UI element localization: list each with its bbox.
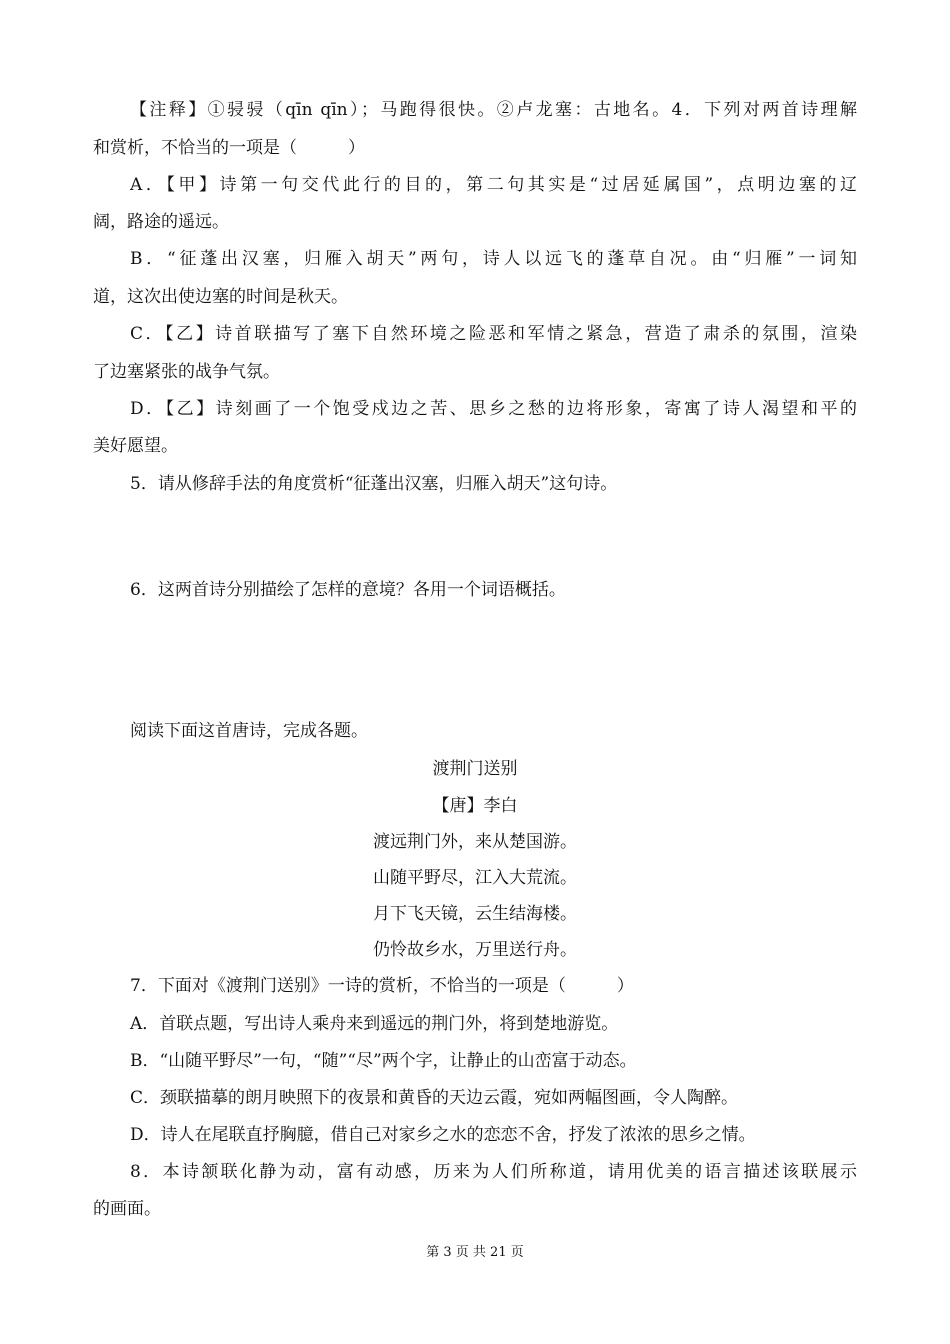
annotation-note-line2: 和赏析，不恰当的一项是（ ） <box>93 138 365 158</box>
page-footer: 第 3 页 共 21 页 <box>426 1245 524 1260</box>
q4-option-b-line1: B．“征蓬出汉塞，归雁入胡天”两句，诗人以远飞的蓬草自况。由“归雁”一词知 <box>130 249 857 269</box>
poem-line: 月下飞天镜，云生结海楼。 <box>373 904 577 924</box>
question-8-line2: 的画面。 <box>93 1199 161 1219</box>
q4-option-c-line2: 了边塞紧张的战争气氛。 <box>93 362 280 382</box>
question-8-line1: 8．本诗颔联化静为动，富有动感，历来为人们所称道，请用优美的语言描述该联展示 <box>130 1162 857 1182</box>
poem-line: 渡远荆门外，来从楚国游。 <box>373 832 577 852</box>
poem-line: 山随平野尽，江入大荒流。 <box>373 868 577 888</box>
q4-option-d-line1: D．【乙】诗刻画了一个饱受戍边之苦、思乡之愁的边将形象，寄寓了诗人渴望和平的 <box>130 399 857 419</box>
reading-intro: 阅读下面这首唐诗，完成各题。 <box>130 721 368 741</box>
q4-option-b-line2: 道，这次出使边塞的时间是秋天。 <box>93 287 348 307</box>
q4-option-a-line2: 阔，路途的遥远。 <box>93 212 229 232</box>
poem-author: 【唐】李白 <box>432 796 518 816</box>
annotation-note-line1: 【注释】①骎骎（qīn qīn）；马跑得很快。②卢龙塞：古地名。4．下列对两首诗理解 <box>130 100 857 120</box>
q7-option-b: B．“山随平野尽”一句，“随”“尽”两个字，让静止的山峦富于动态。 <box>130 1051 637 1071</box>
q4-option-a-line1: A．【甲】诗第一句交代此行的目的，第二句其实是“过居延属国”，点明边塞的辽 <box>130 175 857 195</box>
question-6: 6．这两首诗分别描绘了怎样的意境？各用一个词语概括。 <box>130 580 566 600</box>
q4-option-d-line2: 美好愿望。 <box>93 436 178 456</box>
q4-option-c-line1: C．【乙】诗首联描写了塞下自然环境之险恶和军情之紧急，营造了肃杀的氛围，渲染 <box>130 324 857 344</box>
poem-title: 渡荆门送别 <box>432 759 518 779</box>
q7-option-a: A．首联点题，写出诗人乘舟来到遥远的荆门外，将到楚地游览。 <box>130 1014 619 1034</box>
q7-option-d: D．诗人在尾联直抒胸臆，借自己对家乡之水的恋恋不舍，抒发了浓浓的思乡之情。 <box>130 1125 756 1145</box>
question-7: 7．下面对《渡荆门送别》一诗的赏析，不恰当的一项是（ ） <box>130 976 634 996</box>
q7-option-c: C．颈联描摹的朗月映照下的夜景和黄昏的天边云霞，宛如两幅图画，令人陶醉。 <box>130 1088 739 1108</box>
question-5: 5．请从修辞手法的角度赏析“征蓬出汉塞，归雁入胡天”这句诗。 <box>130 474 618 494</box>
poem-line: 仍怜故乡水，万里送行舟。 <box>373 940 577 960</box>
